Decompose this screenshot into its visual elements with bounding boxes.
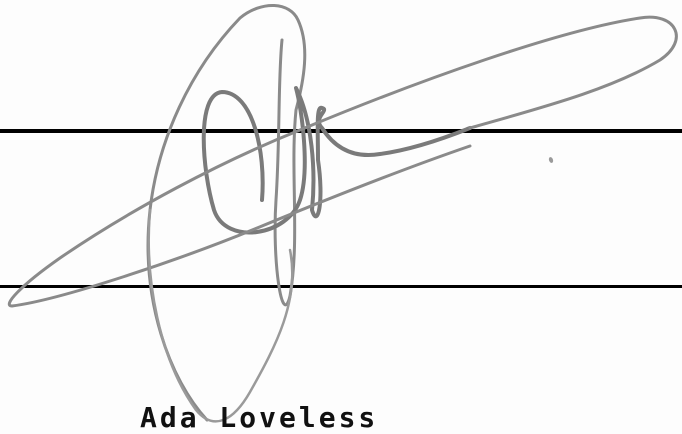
signature-long-diagonal-stroke [9,17,676,306]
signature-large-loop-stroke [148,5,305,420]
signer-name-label: Ada Loveless [140,401,379,434]
